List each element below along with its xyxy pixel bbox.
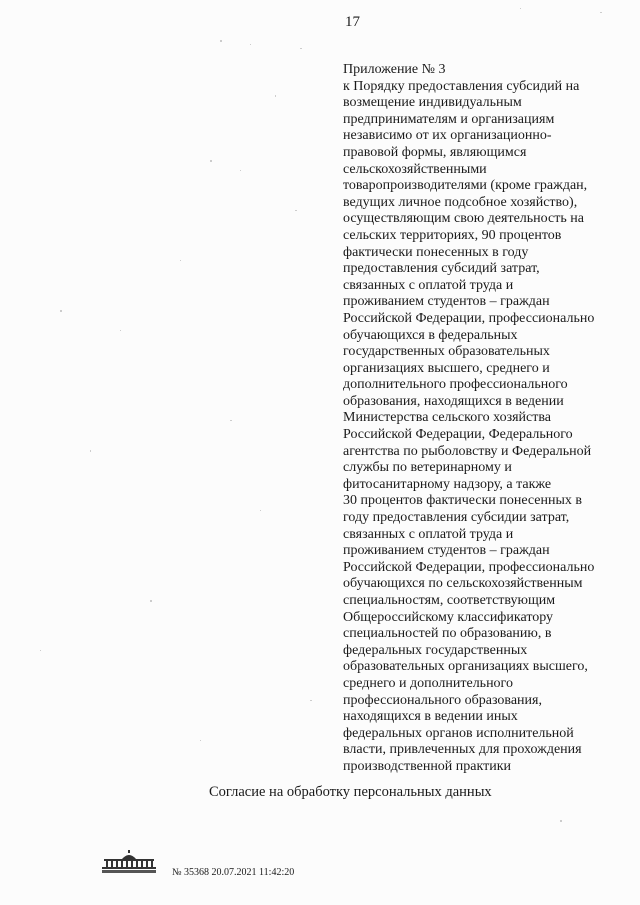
appendix-line: федеральных органов исполнительной [343, 725, 574, 741]
appendix-line: году предоставления субсидии затрат, [343, 510, 570, 526]
appendix-line: власти, привлеченных для прохождения [343, 742, 582, 758]
registry-stamp-logo [100, 850, 158, 874]
appendix-line: предпринимателям и организациям [343, 111, 555, 127]
appendix-line: 30 процентов фактически понесенных в [343, 493, 583, 509]
appendix-line: обучающихся в федеральных [343, 327, 518, 343]
appendix-line: специальностей по образованию, в [343, 626, 552, 642]
appendix-line: фитосанитарному надзору, а также [343, 476, 552, 492]
appendix-line: дополнительного профессионального [343, 377, 568, 393]
page-number: 17 [345, 14, 360, 30]
appendix-heading: Приложение № 3 [343, 62, 446, 77]
appendix-line: проживанием студентов – граждан [343, 294, 550, 310]
appendix-line: правовой формы, являющимся [343, 144, 527, 160]
appendix-line: агентства по рыболовству и Федеральной [343, 443, 592, 459]
appendix-line: образовательных организациях высшего, [343, 659, 588, 675]
appendix-line: товаропроизводителями (кроме граждан, [343, 178, 588, 194]
appendix-line: Российской Федерации, профессионально [343, 559, 595, 575]
appendix-line: возмещение индивидуальным [343, 95, 522, 111]
appendix-line: проживанием студентов – граждан [343, 543, 550, 559]
appendix-line: находящихся в ведении иных [343, 709, 518, 725]
appendix-line: ведущих личное подсобное хозяйство), [343, 194, 578, 210]
appendix-line: профессионального образования, [343, 692, 542, 708]
appendix-line: независимо от их организационно- [343, 128, 552, 144]
appendix-line: Общероссийскому классификатору [343, 609, 554, 625]
appendix-line: осуществляющим свою деятельность на [343, 211, 584, 227]
appendix-line: Российской Федерации, Федерального [343, 427, 573, 443]
appendix-line: сельскохозяйственными [343, 161, 487, 177]
appendix-line: среднего и дополнительного [343, 675, 513, 691]
appendix-line: обучающихся по сельскохозяйственным [343, 576, 583, 592]
appendix-line: образования, находящихся в ведении [343, 393, 564, 409]
appendix-line: Российской Федерации, профессионально [343, 310, 595, 326]
appendix-line: специальностям, соответствующим [343, 593, 556, 608]
appendix-line: фактически понесенных в году [343, 244, 529, 260]
appendix-line: к Порядку предоставления субсидий на [343, 78, 580, 94]
appendix-line: производственной практики [343, 758, 512, 774]
appendix-line: службы по ветеринарному и [343, 460, 512, 476]
appendix-line: предоставления субсидий затрат, [343, 261, 540, 277]
registration-stamp: № 35368 20.07.2021 11:42:20 [172, 867, 295, 878]
appendix-line: связанных с оплатой труда и [343, 277, 514, 293]
appendix-line: Министерства сельского хозяйства [343, 410, 552, 426]
appendix-line: федеральных государственных [343, 642, 528, 658]
document-title: Согласие на обработку персональных данных [209, 784, 492, 800]
appendix-line: организациях высшего, среднего и [343, 360, 550, 376]
appendix-block [343, 62, 633, 776]
appendix-line: сельских территориях, 90 процентов [343, 227, 562, 243]
appendix-line: связанных с оплатой труда и [343, 526, 514, 542]
appendix-line: государственных образовательных [343, 344, 550, 360]
